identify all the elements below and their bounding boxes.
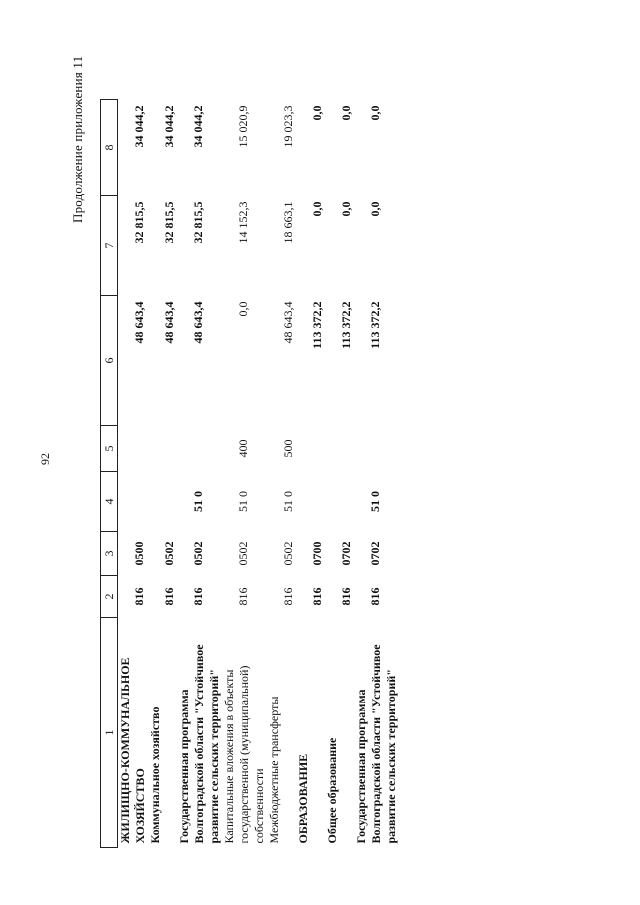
expense-type-cell: 400 — [236, 439, 250, 458]
target-code-cell — [325, 472, 354, 532]
amount-year2-cell: 18 663,1 — [281, 201, 295, 244]
ministry-code-cell: 816 — [281, 587, 295, 606]
budget-table — [100, 99, 399, 848]
amount-year1-cell: 113 372,2 — [368, 301, 382, 349]
amount-year3-cell: 34 044,2 — [162, 105, 176, 148]
row-name-cell: ЖИЛИЩНО-КОММУНАЛЬНОЕ ХОЗЯЙСТВО — [118, 657, 147, 844]
target-code-cell — [118, 472, 149, 532]
amount-year2-cell: 0,0 — [310, 201, 324, 217]
amount-year3-cell: 0,0 — [368, 105, 382, 121]
amount-year3-cell: 15 020,9 — [236, 105, 250, 148]
amount-year2-cell: 0,0 — [339, 201, 353, 217]
section-code-cell: 0502 — [162, 541, 176, 566]
expense-type-cell — [118, 426, 149, 472]
expense-type-cell — [177, 426, 222, 472]
section-code-cell: 0502 — [191, 541, 205, 566]
ministry-code-cell: 816 — [310, 587, 324, 606]
target-code-cell — [148, 472, 177, 532]
amount-year1-cell: 113 372,2 — [310, 301, 324, 349]
section-code-cell: 0502 — [281, 541, 295, 566]
ministry-code-cell: 816 — [368, 587, 382, 606]
amount-year1-cell: 48 643,4 — [281, 301, 295, 344]
ministry-code-cell: 816 — [162, 587, 176, 606]
column-header: 8 — [101, 100, 118, 196]
continuation-caption: Продолжение приложения 11 — [70, 55, 85, 223]
section-code-cell: 0702 — [368, 541, 382, 566]
column-header: 5 — [101, 426, 118, 472]
target-code-cell: 51 0 — [281, 491, 295, 512]
amount-year2-cell: 0,0 — [368, 201, 382, 217]
column-header: 3 — [101, 532, 118, 576]
table-row — [325, 100, 354, 848]
row-name-cell: Государственная программа Волгоградской области "Устойчивое развитие сельских территорий" — [354, 644, 398, 844]
expense-type-cell — [325, 426, 354, 472]
amount-year1-cell: 48 643,4 — [162, 301, 176, 344]
target-code-cell — [296, 472, 325, 532]
expense-type-cell — [354, 426, 399, 472]
ministry-code-cell: 816 — [132, 587, 146, 606]
column-header: 4 — [101, 472, 118, 532]
amount-year3-cell: 0,0 — [310, 105, 324, 121]
table-row — [148, 100, 177, 848]
amount-year3-cell: 0,0 — [339, 105, 353, 121]
amount-year1-cell: 113 372,2 — [339, 301, 353, 349]
amount-year2-cell: 32 815,5 — [162, 201, 176, 244]
column-header: 6 — [101, 296, 118, 426]
amount-year1-cell: 0,0 — [236, 301, 250, 317]
column-header: 1 — [101, 618, 118, 848]
table-row — [177, 100, 222, 848]
amount-year2-cell: 14 152,3 — [236, 201, 250, 244]
amount-year2-cell: 32 815,5 — [132, 201, 146, 244]
ministry-code-cell: 816 — [339, 587, 353, 606]
amount-year1-cell: 48 643,4 — [191, 301, 205, 344]
table-header-row — [101, 100, 118, 848]
amount-year1-cell: 48 643,4 — [132, 301, 146, 344]
amount-year2-cell: 32 815,5 — [191, 201, 205, 244]
target-code-cell: 51 0 — [368, 491, 382, 512]
target-code-cell: 51 0 — [191, 491, 205, 512]
table-body — [118, 100, 400, 848]
section-code-cell: 0502 — [236, 541, 250, 566]
target-code-cell: 51 0 — [236, 491, 250, 512]
row-name-cell: Коммунальное хозяйство — [148, 706, 162, 844]
column-header: 2 — [101, 576, 118, 618]
row-name-cell: Межбюджетные трансферты — [267, 696, 281, 844]
ministry-code-cell: 816 — [191, 587, 205, 606]
section-code-cell: 0700 — [310, 541, 324, 566]
row-name-cell: Общее образование — [325, 737, 339, 844]
page-number: 92 — [38, 453, 52, 465]
table-row — [222, 100, 267, 848]
ministry-code-cell: 816 — [236, 587, 250, 606]
section-code-cell: 0500 — [132, 541, 146, 566]
row-name-cell: ОБРАЗОВАНИЕ — [296, 753, 310, 844]
row-name-cell: Капитальные вложения в объекты государственной (муниципальной) собственности — [222, 665, 266, 844]
amount-year3-cell: 34 044,2 — [191, 105, 205, 148]
table-row — [267, 100, 296, 848]
expense-type-cell: 500 — [281, 439, 295, 458]
expense-type-cell — [296, 426, 325, 472]
amount-year3-cell: 34 044,2 — [132, 105, 146, 148]
table-row — [354, 100, 399, 848]
row-name-cell: Государственная программа Волгоградской области "Устойчивое развитие сельских территорий" — [177, 644, 221, 844]
column-header: 7 — [101, 196, 118, 296]
amount-year3-cell: 19 023,3 — [281, 105, 295, 148]
expense-type-cell — [148, 426, 177, 472]
section-code-cell: 0702 — [339, 541, 353, 566]
table-row — [118, 100, 149, 848]
table-row — [296, 100, 325, 848]
